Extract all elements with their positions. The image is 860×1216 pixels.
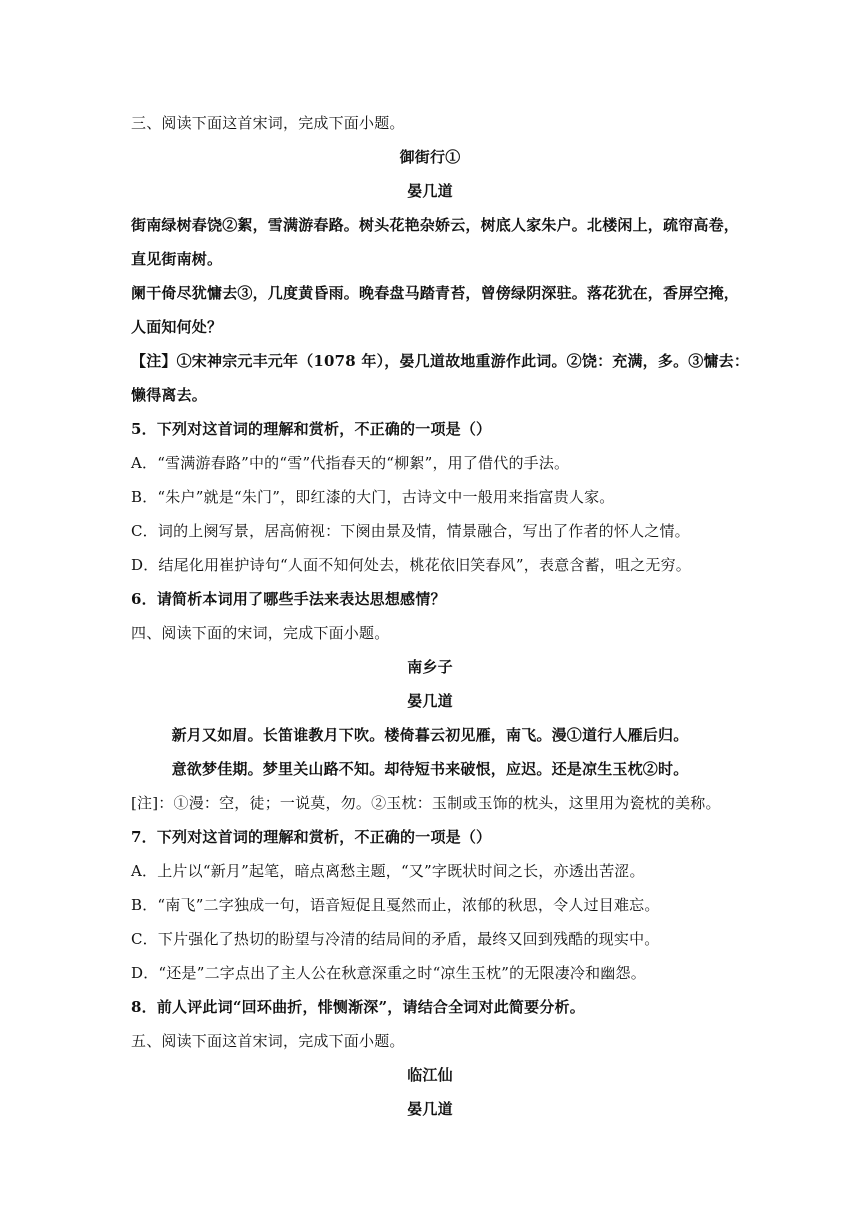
poem-title-yujiexing: 御街行① [399, 148, 461, 166]
poem-line: 新月又如眉。长笛谁教月下吹。楼倚暮云初见雁，南飞。漫①道行人雁后归。 [171, 726, 689, 744]
section5-heading: 五、阅读下面这首宋词，完成下面小题。 [131, 1032, 405, 1050]
section4-heading: 四、阅读下面的宋词，完成下面小题。 [131, 624, 390, 642]
poem-line: 阑干倚尽犹慵去③，几度黄昏雨。晚春盘马踏青苔，曾傍绿阴深驻。落花犹在，香屏空掩， [131, 284, 740, 302]
poem-line: 直见街南树。 [131, 250, 223, 268]
option-a: A．上片以“新月”起笔，暗点离愁主题，“又”字既状时间之长，亦透出苦涩。 [131, 862, 645, 880]
option-c: C．词的上阕写景，居高俯视：下阕由景及情，情景融合，写出了作者的怀人之情。 [131, 522, 690, 540]
section3-heading: 三、阅读下面这首宋词，完成下面小题。 [131, 114, 405, 132]
question-5: 5．下列对这首词的理解和赏析，不正确的一项是（） [131, 420, 492, 438]
option-c: C．下片强化了热切的盼望与冷清的结局间的矛盾，最终又回到残酷的现实中。 [131, 930, 660, 948]
poem-line: 人面知何处？ [131, 318, 223, 336]
poem-line: 意欲梦佳期。梦里关山路不知。却待短书来破恨，应迟。还是凉生玉枕②时。 [171, 760, 689, 778]
option-b: B．“南飞”二字独成一句，语音短促且戛然而止，浓郁的秋思，令人过目难忘。 [131, 896, 660, 914]
annotation-note-cont: 懒得离去。 [131, 386, 208, 404]
option-b: B．“朱户”就是“朱门”，即红漆的大门，古诗文中一般用来指富贵人家。 [131, 488, 615, 506]
question-6: 6．请简析本词用了哪些手法来表达思想感情？ [131, 590, 446, 608]
annotation-note: 【注】①宋神宗元丰元年（1078 年），晏几道故地重游作此词。②饶：充满，多。③慵去： [131, 352, 750, 370]
poem-author: 晏几道 [407, 692, 453, 710]
option-a: A．“雪满游春路”中的“雪”代指春天的“柳絮”，用了借代的手法。 [131, 454, 570, 472]
annotation-note: [注]：①漫：空，徒；一说莫，勿。②玉枕：玉制或玉饰的枕头，这里用为瓷枕的美称。 [131, 794, 721, 812]
option-d: D．“还是”二字点出了主人公在秋意深重之时“凉生玉枕”的无限凄冷和幽怨。 [131, 964, 646, 982]
question-7: 7．下列对这首词的理解和赏析，不正确的一项是（） [131, 828, 492, 846]
poem-line: 街南绿树春饶②絮，雪满游春路。树头花艳杂娇云，树底人家朱户。北楼闲上，疏帘高卷， [131, 216, 740, 234]
poem-title-nanxiangzi: 南乡子 [407, 658, 453, 676]
option-d: D．结尾化用崔护诗句“人面不知何处去，桃花依旧笑春风”，表意含蓄，咀之无穷。 [131, 556, 691, 574]
poem-author: 晏几道 [407, 1100, 453, 1118]
question-8: 8．前人评此词“回环曲折，悱恻渐深”，请结合全词对此简要分析。 [131, 998, 585, 1016]
poem-title-linjiangxian: 临江仙 [407, 1066, 453, 1084]
poem-author: 晏几道 [407, 182, 453, 200]
